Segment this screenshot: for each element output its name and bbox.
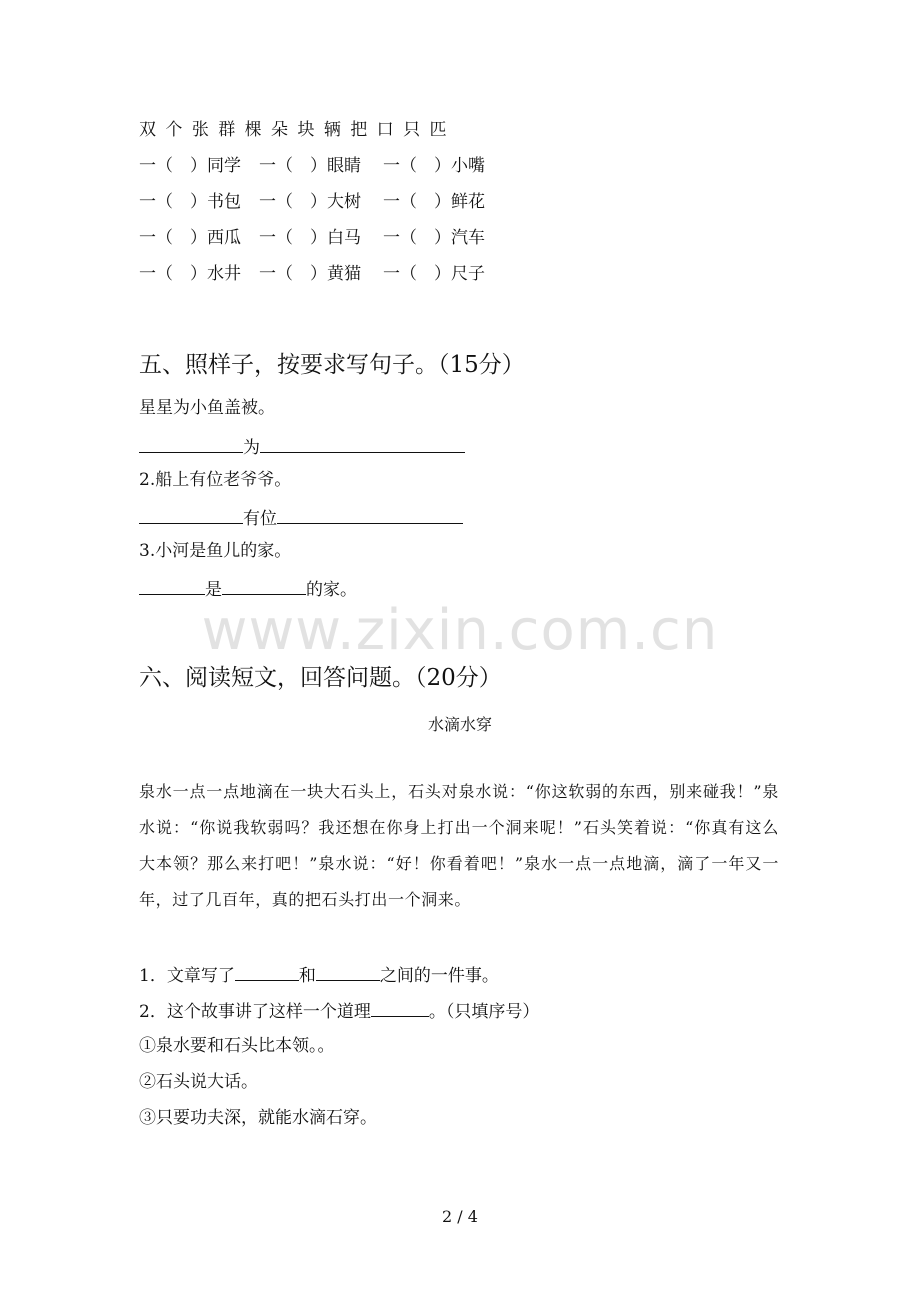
measure-word: 辆 [323,120,341,140]
measure-word: 口 [376,120,394,140]
option-1: ①泉水要和石头比本领。。 [139,1036,335,1056]
answer-blank[interactable] [235,964,299,981]
keyword: 是 [205,580,222,600]
reading-passage: 泉水一点一点地滴在一块大石头上，石头对泉水说：“你这软弱的东西，别来碰我！”泉水说：“你说我软弱吗？我还想在你身上打出一个洞来呢！”石头笑着说：“你真有这么大本领？那么来打吧！”泉水说：“好！你看着吧！”泉水一点一点地滴，滴了一年又一年，过了几百年，真的把石头打出一个洞来。 [139,782,779,909]
fill-item: 一（ ）水井 [139,264,241,284]
fill-item: 一（ ）眼睛 [259,156,361,176]
example-sentence-3: 3.小河是鱼儿的家。 [139,541,292,561]
fill-row [139,264,485,284]
watermark: www.zixin.com.cn [201,598,719,663]
question-text: 2．这个故事讲了这样一个道理 [139,1002,371,1022]
fill-item: 一（ ）鲜花 [383,192,485,212]
fill-row [139,228,485,248]
answer-blank[interactable] [277,507,463,524]
question-text: 和 [298,966,316,986]
fill-item: 一（ ）西瓜 [139,228,241,248]
measure-word: 棵 [244,120,262,140]
measure-word: 张 [191,120,209,140]
measure-word: 群 [218,120,236,140]
answer-line-3 [139,578,357,600]
measure-word: 朵 [271,120,289,140]
answer-line-2 [139,507,463,529]
question-text: 1．文章写了 [139,966,235,986]
question-2 [139,1000,539,1022]
answer-blank[interactable] [222,578,306,595]
fill-item: 一（ ）白马 [259,228,361,248]
answer-line-1 [139,436,465,458]
section-5-heading: 五、照样子，按要求写句子。（15分） [139,352,525,378]
fill-row [139,192,485,212]
answer-blank[interactable] [316,964,380,981]
fill-item: 一（ ）小嘴 [383,156,485,176]
fill-item: 一（ ）汽车 [383,228,485,248]
question-text: 。（只填序号） [428,1002,540,1022]
measure-word: 匹 [429,120,447,140]
question-1 [139,964,499,986]
question-text: 之间的一件事。 [379,966,499,986]
measure-word: 只 [403,120,421,140]
option-3: ③只要功夫深，就能水滴石穿。 [139,1108,377,1128]
keyword: 有位 [243,509,277,529]
keyword: 为 [243,438,260,458]
measure-word: 双 [139,120,156,140]
fill-item: 一（ ）大树 [259,192,361,212]
measure-word-bank [139,120,450,140]
page-number: 2 / 4 [442,1207,478,1226]
example-sentence-1: 星星为小鱼盖被。 [139,398,275,418]
section-6-heading: 六、阅读短文，回答问题。（20分） [139,665,502,691]
answer-blank[interactable] [371,1000,429,1017]
passage-title: 水滴水穿 [427,715,492,734]
fill-item: 一（ ）书包 [139,192,241,212]
answer-blank[interactable] [139,436,243,453]
measure-word: 个 [165,120,183,140]
example-sentence-2: 2.船上有位老爷爷。 [139,470,292,490]
answer-blank[interactable] [139,507,243,524]
option-2: ②石头说大话。 [139,1072,258,1092]
answer-blank[interactable] [139,578,205,595]
keyword: 的家。 [306,580,357,600]
measure-word: 块 [297,120,315,140]
fill-item: 一（ ）尺子 [383,264,485,284]
fill-item: 一（ ）黄猫 [259,264,361,284]
answer-blank[interactable] [260,436,465,453]
measure-word: 把 [350,120,368,140]
fill-item: 一（ ）同学 [139,156,241,176]
fill-row [139,156,485,176]
